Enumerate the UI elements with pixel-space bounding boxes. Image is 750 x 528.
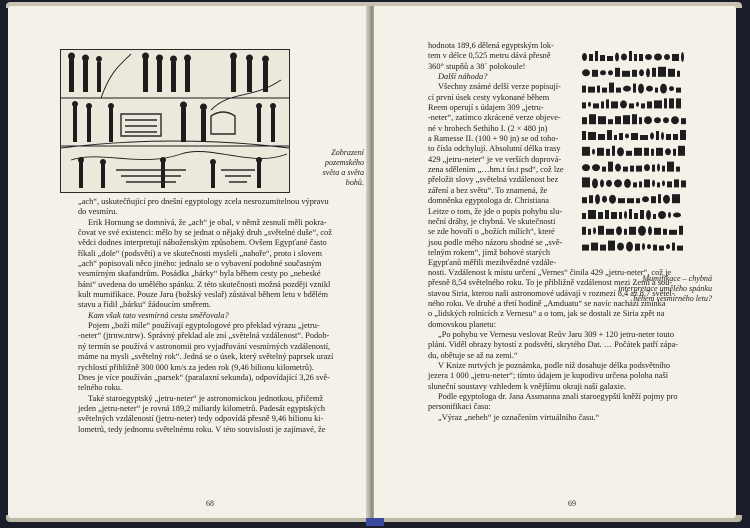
hieroglyph (597, 86, 600, 93)
text-line: „ach“ popisovali něco jiného: jednalo se o vybavení podobné současným (78, 259, 322, 269)
text-line: Všechny známé delší verze popisují- (438, 82, 561, 92)
hieroglyph (624, 229, 627, 235)
caption-line: Mumifikace – chybná (642, 274, 712, 283)
hieroglyph (612, 146, 615, 156)
text-line: cí první úsek cesty vykonané během (428, 92, 550, 102)
hieroglyph (666, 244, 670, 249)
hieroglyph (646, 210, 651, 220)
text-line: jezera 1 000 „jetru-neter“; tímto údajem je kupodivu určena poloha naší (428, 371, 669, 381)
hieroglyph (600, 179, 604, 187)
text-line: Leitze o tom, že jde o popis pohybu slu- (428, 206, 563, 216)
text-line: světelných vzdáleností (jetru-neter) tedy odpovídá přesně 9,46 bilionu ki- (78, 414, 324, 424)
hieroglyph (617, 243, 624, 251)
hieroglyph (597, 148, 604, 156)
hieroglyph (592, 164, 600, 171)
hieroglyph (663, 117, 669, 123)
text-line: pláni. Viděl obrazy bytostí z podsvětí, skrytého Dat. … Počátek patří zápa- (428, 340, 679, 350)
hieroglyph (582, 69, 590, 76)
hieroglyph (629, 103, 634, 108)
left-body-text (78, 197, 350, 435)
hieroglyph (600, 55, 605, 61)
hieroglyph (606, 229, 614, 235)
hieroglyph (665, 148, 671, 155)
text-line: přesně 8,54 světelného roku. To je přibližně vzdálenost mezi Zemí a sou- (428, 278, 673, 288)
hieroglyph (611, 101, 618, 108)
hieroglyph (623, 86, 631, 92)
hieroglyph (679, 226, 683, 235)
caption-line: světa a světa (322, 168, 364, 177)
caption-line: během vesmírného letu? (633, 294, 712, 303)
page-number-right: 69 (568, 499, 576, 508)
hieroglyph (602, 88, 607, 93)
hieroglyph (660, 84, 667, 94)
hieroglyph (634, 54, 637, 61)
hieroglyph (644, 116, 652, 124)
hieroglyph (593, 103, 599, 108)
hieroglyph (582, 245, 589, 251)
hieroglyph (626, 151, 632, 156)
hieroglyph (639, 54, 643, 61)
hieroglyph (615, 53, 619, 62)
hieroglyph (621, 54, 627, 61)
hieroglyph (669, 98, 674, 108)
hieroglyph (625, 134, 629, 139)
hieroglyph (588, 229, 591, 235)
hieroglyph (624, 179, 631, 188)
text-line: kult mumifikace. Pouze Jaru (božský veslař) zůstával během letu v bdělém (78, 290, 329, 300)
text-line: „ach“, uskutečňující pro dnešní egyptology zcela nesrozumitelnou výpravu (78, 197, 329, 206)
hieroglyph (662, 166, 665, 172)
hieroglyph (588, 87, 595, 93)
hieroglyph (600, 245, 606, 251)
hieroglyph (657, 164, 660, 172)
text-line: „Po pohybu ve Vernesu veslovat Reův Jaru 309 + 120 jetru-neter touto (438, 330, 675, 340)
hieroglyph (636, 198, 640, 203)
hieroglyph (615, 68, 620, 77)
hieroglyph (607, 130, 612, 140)
hieroglyph (667, 162, 674, 172)
hieroglyph (642, 243, 645, 250)
hieroglyph (658, 67, 666, 77)
text-line: máme na mysli „světelný rok“. Jedná se o úsek, který světelný paprsek urazí (78, 352, 334, 362)
hieroglyph (673, 134, 678, 140)
hieroglyph (611, 212, 617, 219)
text-line: jsou podle mého názoru shodné se „svě- (428, 237, 563, 247)
text-line: 429 „jetru-neter“ je ve verších doprová- (428, 154, 562, 164)
hieroglyph (681, 118, 686, 124)
hieroglyph (602, 167, 606, 172)
hieroglyph (595, 194, 600, 204)
hieroglyph (650, 133, 654, 140)
hieroglyph (668, 212, 671, 218)
text-line: Pojem „boží míle“ používají egyptologové pro překlad výrazu „jetru- (88, 321, 320, 331)
hieroglyph (648, 226, 652, 235)
hieroglyph (614, 179, 622, 187)
text-line: du, obětuje se až na zemi.“ (428, 350, 518, 360)
hieroglyph (672, 54, 679, 61)
hieroglyph (674, 179, 679, 187)
hieroglyph (608, 70, 613, 75)
text-line: to čísla odchylují. Absolutní délka trasy (428, 144, 561, 154)
hieroglyph (672, 243, 675, 251)
text-line: Kam však tato vesmírná cesta směřovala? (88, 310, 229, 320)
text-line: jeden „jetru-neter“ je rovná 189,2 miliardy kilometrů. Padesát egyptských (78, 403, 325, 413)
hieroglyph (608, 119, 613, 124)
hieroglyph (677, 246, 683, 251)
text-line: Další náhoda? (438, 72, 488, 82)
hieroglyph (619, 133, 623, 140)
hieroglyph (655, 88, 658, 93)
hieroglyph (632, 70, 637, 77)
hieroglyph (634, 213, 638, 219)
hieroglyph (680, 130, 686, 140)
hieroglyph (582, 227, 586, 235)
hieroglyph (619, 212, 622, 219)
hieroglyph (607, 56, 613, 61)
text-line: telným rokem“, jímž bohové starých (428, 247, 551, 257)
hieroglyph (673, 213, 681, 218)
hieroglyph (671, 116, 679, 124)
hieroglyph (582, 164, 590, 171)
hieroglyph (636, 166, 642, 172)
hieroglyph (615, 116, 621, 124)
hieroglyph (654, 54, 662, 61)
text-line: né v hrobech Sethiho I. (2 × 480 jn) (428, 123, 548, 133)
hieroglyph (653, 214, 656, 219)
hieroglyph (605, 210, 609, 219)
hieroglyph (676, 167, 680, 172)
caption-line: bohů. (345, 178, 364, 187)
hieroglyph (651, 196, 656, 203)
hieroglyph (588, 210, 596, 219)
hieroglyph (673, 149, 676, 156)
hieroglyph (588, 102, 591, 107)
hieroglyph (629, 227, 636, 235)
hieroglyph (582, 131, 586, 140)
text-line: ný termín se používá v astronomii pro vyjadřování vesmírných vzdáleností, (78, 341, 331, 351)
hieroglyph (669, 86, 674, 91)
hieroglyph (618, 198, 625, 203)
hieroglyph (582, 147, 590, 156)
text-line: domovskou planetu: (428, 319, 496, 329)
hieroglyph (634, 148, 642, 156)
hieroglyph (592, 70, 598, 77)
hieroglyph (623, 167, 628, 172)
text-line: Egypťanů měřili mezihvězdné vzdále- (428, 258, 556, 268)
hieroglyph (640, 135, 648, 140)
hieroglyph (598, 134, 605, 140)
hieroglyph (598, 226, 604, 235)
hieroglyph (638, 84, 644, 94)
hieroglyph (601, 101, 604, 108)
text-line: neční dráhy, je chybná. Ve skutečnosti (428, 216, 556, 226)
right-figure-caption (582, 274, 712, 304)
text-line: Reem operují s údajem 309 „jetru- (428, 103, 544, 113)
hieroglyph (622, 71, 630, 77)
hieroglyph (582, 117, 587, 124)
hieroglyph (652, 165, 655, 172)
hieroglyph (623, 115, 630, 124)
mural-image (61, 50, 289, 192)
text-line: telného roku. (78, 383, 123, 393)
right-body-text-column (428, 41, 575, 269)
text-line: stavu a řídil „bárku“ žádoucím směrem. (78, 300, 211, 310)
hieroglyph (639, 69, 644, 76)
hieroglyph (630, 166, 634, 172)
hieroglyph (644, 148, 649, 156)
text-line: domněnka egyptologa dr. Christiana (428, 196, 549, 206)
hieroglyph (658, 194, 661, 203)
hieroglyph (620, 100, 627, 108)
text-line: personifikaci času: (428, 402, 491, 412)
hieroglyph (615, 164, 621, 172)
hieroglyph (582, 102, 586, 108)
hieroglyph (582, 197, 587, 203)
hieroglyph (582, 86, 586, 93)
hieroglyph (589, 54, 593, 61)
hieroglyph (633, 84, 636, 93)
caption-line: Zobrazení (331, 148, 364, 157)
text-line: a Ramesse II. (100 + 90 jn) se od toho- (428, 134, 559, 144)
hieroglyph (608, 241, 615, 251)
text-line: tem v délce 0,525 metru dává přesně (428, 51, 551, 61)
hieroglyph (667, 181, 672, 187)
hieroglyph (645, 54, 652, 60)
hieroglyph (654, 100, 662, 108)
hieroglyph (591, 243, 598, 251)
hieroglyph (639, 181, 642, 187)
hieroglyph (654, 228, 661, 235)
hieroglyph (657, 182, 660, 187)
hieroglyph (663, 229, 667, 235)
hieroglyph (672, 194, 680, 203)
text-line: ného roku. Ve druhé a třetí hodině „Amduatu“ se navíc nachází zmínka (428, 299, 666, 309)
hieroglyph (609, 195, 616, 204)
hieroglyph (666, 134, 671, 140)
text-line: báni“ uvedena do umělého spánku. Z této skutečnosti možná později vznikl (78, 279, 331, 289)
text-line: záření a bez světu“. To znamená, že (428, 185, 548, 195)
hieroglyph (647, 101, 652, 108)
hieroglyph (592, 178, 598, 188)
hieroglyph (656, 131, 659, 140)
hieroglyph (592, 149, 595, 155)
hieroglyph (658, 211, 666, 219)
hieroglyph (638, 226, 646, 236)
caption-line: interpretace umělého spánku (618, 284, 712, 293)
hieroglyph (652, 68, 656, 77)
hieroglyph (646, 68, 650, 77)
hieroglyph (647, 244, 651, 249)
text-line: o „lidských rolnících z Vernesu“ a o tom, jak se dostali ze Siria zpět na (428, 309, 665, 319)
hieroglyph (668, 69, 675, 77)
hieroglyph (616, 226, 622, 235)
text-line: nosti. Vzdálenost k místu určení „Vernes“ činila 429 „jetru-neter“, což je (428, 268, 672, 277)
hieroglyph (616, 88, 621, 93)
hieroglyph (582, 213, 586, 219)
hieroglyph (681, 180, 686, 187)
left-figure-caption (266, 148, 364, 188)
text-line: -neter“, zatímco zkrácené verze objeve- (428, 113, 561, 123)
hieroglyph (614, 135, 617, 140)
hieroglyph (589, 195, 593, 203)
text-line: se zde hovoří o „božích mílích“, které (428, 227, 555, 237)
hieroglyph (664, 98, 667, 108)
hieroglyph (676, 98, 681, 108)
hieroglyph (595, 51, 598, 61)
text-line: zena sdělením „…hm.t śn.t psd“, což lze (428, 165, 564, 175)
text-line: lometrů, tedy jednomu světelnému roku. V této souvislosti je zajímavé, že (78, 424, 326, 434)
text-line: rychlostí přibližně 300 000 km/s za jeden rok (9,46 bilionu kilometrů). (78, 362, 314, 372)
hieroglyph (681, 52, 684, 62)
text-line: Také staroegyptský „jetru-neter“ je astronomickou jednotkou, přičemž (88, 393, 324, 403)
hieroglyph (651, 149, 654, 156)
hieroglyph (626, 242, 633, 252)
hieroglyph (662, 180, 665, 186)
hieroglyph (627, 198, 634, 203)
text-line: stavou Siria, kterou naši astronomové udávají v rozmezí 8,4 až 8,7 světel- (428, 288, 675, 298)
hieroglyph (642, 196, 649, 202)
left-page (8, 6, 370, 518)
hieroglyph (663, 195, 670, 204)
hieroglyph (600, 70, 606, 75)
text-line: Dnes je více používán „parsek“ (paralaxní sekunda), odpovídající 3,26 svě- (78, 372, 330, 382)
hieroglyph (582, 177, 590, 187)
hieroglyph (656, 148, 663, 156)
text-line: „Výraz „neheh“ je označením virtuálního času.“ (438, 412, 600, 422)
text-line: hodnota 189,6 dělená egyptským lok- (428, 41, 554, 50)
hieroglyph (646, 86, 653, 92)
hieroglyph (653, 245, 657, 251)
hieroglyph (654, 117, 661, 123)
hieroglyph (640, 210, 644, 219)
hieroglyph (598, 116, 606, 124)
text-line: Podle egyptologa dr. Jana Assmanna znali staroegypští kněží pojmy pro (438, 392, 678, 402)
text-line: Erik Hornung se domnívá, že „ach“ je obal, v němž zesnulí měli pokra- (88, 217, 327, 227)
hieroglyph (629, 51, 632, 61)
hieroglyph (659, 246, 664, 251)
hieroglyph (633, 182, 637, 187)
hieroglyph (632, 114, 637, 124)
hieroglyph (629, 209, 632, 219)
text-line: vesmírným skafandrům. Posádka „bárky“ byla během cesty po „nebeské (78, 269, 321, 279)
hieroglyph (582, 53, 587, 61)
hieroglyph (678, 146, 685, 156)
page-number-left: 68 (206, 499, 214, 508)
hieroglyph (652, 180, 655, 187)
hieroglyph (588, 132, 596, 140)
hieroglyph (644, 164, 650, 171)
hieroglyph (669, 230, 677, 235)
text-line: čovat ve své existenci: mělo by se jednat o nějaký druh „světelné duše“, což (78, 228, 332, 238)
egyptian-mural-figure (60, 49, 290, 193)
hieroglyph (602, 196, 607, 203)
hieroglyph (677, 71, 680, 77)
hieroglyph (644, 179, 650, 187)
text-line: vědci dodnes interpretují náboženským způsobem. Ovšem Egypťané často (78, 238, 327, 248)
hieroglyph (617, 147, 624, 156)
hieroglyph (624, 211, 627, 219)
text-line: do vesmíru. (78, 207, 118, 217)
hieroglyph (631, 133, 638, 140)
hieroglyph (593, 227, 596, 234)
hieroglyph (609, 83, 614, 93)
hieroglyph (636, 102, 639, 107)
text-line: přeložit slovy „světelná vzdálenost bez (428, 175, 559, 185)
hieroglyph (598, 212, 603, 219)
hieroglyph-figure (580, 46, 686, 254)
hieroglyph (635, 244, 640, 251)
text-line: 360° stupňů a 38´ polokoule! (428, 61, 526, 71)
hieroglyph (606, 99, 609, 108)
hieroglyph (608, 162, 613, 172)
hieroglyph (676, 88, 681, 93)
hieroglyph (661, 132, 664, 140)
caption-line: pozemského (324, 158, 364, 167)
hieroglyph (639, 117, 642, 124)
text-line: V Knize mrtvých je poznámka, podle níž dosahuje délka podsvětního (438, 361, 671, 371)
bookmark-ribbon (366, 518, 384, 526)
hieroglyph (664, 54, 670, 60)
text-line: -neter“ (jtrnw.ntrw). Správný překlad ale zní „světelná vzdálenost“. Podob- (78, 331, 330, 341)
hieroglyph (606, 180, 612, 187)
text-line: říkali „dole“ (podsvětí) a ve skutečnosti mysleli „nahoře“, proto i slovem (78, 248, 322, 258)
text-line: sluneční soustavy vzhledem k vnějšímu okraji naší galaxie. (428, 381, 626, 391)
hieroglyph (641, 103, 645, 108)
hieroglyph (606, 149, 610, 156)
hieroglyph (589, 114, 596, 124)
